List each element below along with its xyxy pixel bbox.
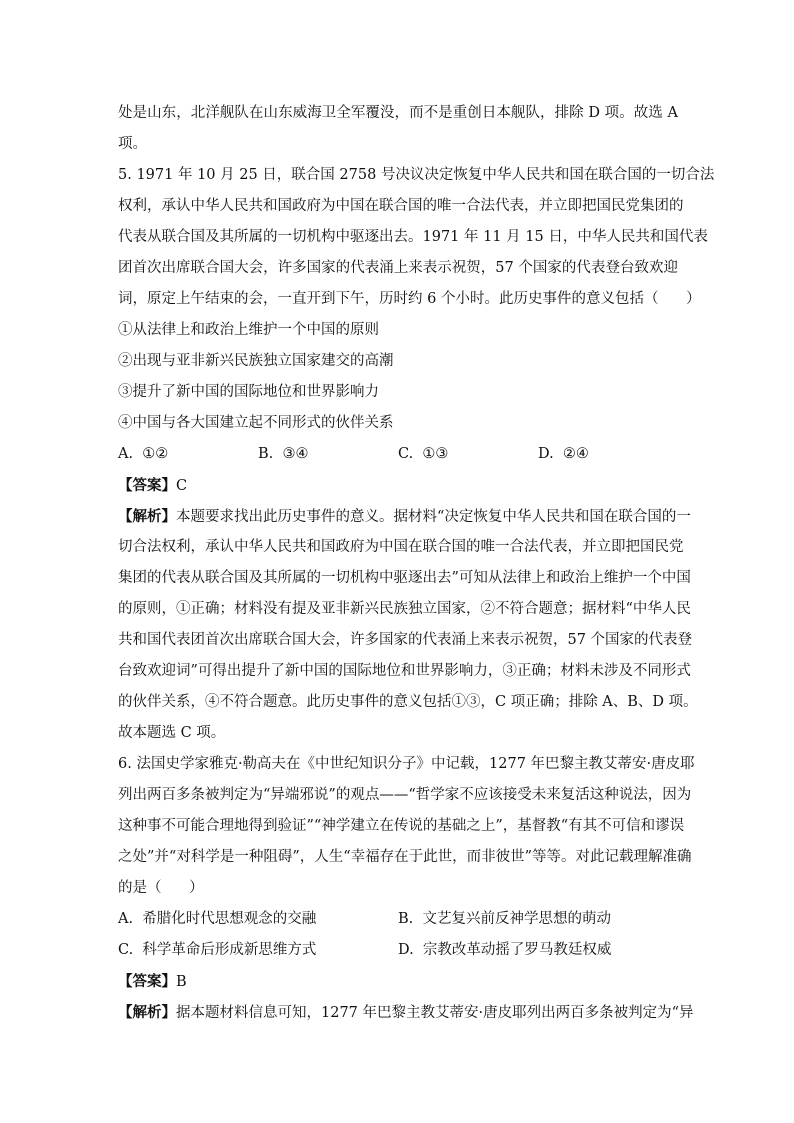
statement-item: ④中国与各大国建立起不同形式的伙伴关系 (118, 415, 394, 431)
analysis-label: 【解析】 (118, 508, 176, 525)
analysis-text: 本题要求找出此历史事件的意义。据材料“决定恢复中华人民共和国在联合国的一 (176, 509, 691, 525)
question-stem-line: 词，原定上午结束的会，一直开到下午，历时约 6 个小时。此历史事件的意义包括（ ） (118, 291, 701, 307)
question-stem-line: 权利，承认中华人民共和国政府为中国在联合国的唯一合法代表，并立即把国民党集团的 (118, 198, 684, 214)
statement-item: ③提升了新中国的国际地位和世界影响力 (118, 384, 379, 400)
analysis-line (118, 997, 694, 1028)
analysis-text: 据本题材料信息可知，1277 年巴黎主教艾蒂安·唐皮耶列出两百多条被判定为“异 (176, 1005, 694, 1021)
analysis-block (118, 501, 698, 749)
analysis-line: 故本题选 C 项。 (118, 725, 226, 741)
answer-line (118, 966, 678, 997)
option-d: D. 宗教改革动摇了罗马教廷权威 (398, 942, 612, 958)
analysis-line: 共和国代表团首次出席联合国大会，许多国家的代表涌上来表示祝贺，57 个国家的代表登 (118, 632, 693, 648)
document-page (118, 98, 715, 1028)
option-b: B. 文艺复兴前反神学思想的萌动 (398, 911, 611, 927)
analysis-line: 集团的代表从联合国及其所属的一切机构中驱逐出去”可知从法律上和政治上维护一个中国 (118, 570, 691, 586)
question-5 (118, 160, 715, 749)
question-stem-line: 这种事不可能合理地得到验证”“神学建立在传说的基础之上”，基督教“有其不可信和谬误 (118, 818, 685, 834)
answer-value: B (176, 974, 187, 990)
analysis-line: 台致欢迎词”可得出提升了新中国的国际地位和世界影响力，③正确；材料未涉及不同形式 (118, 663, 691, 679)
option-a: A. 希腊化时代思想观念的交融 (118, 911, 317, 927)
analysis-line: 切合法权利，承认中华人民共和国政府为中国在联合国的唯一合法代表，并立即把国民党 (118, 539, 684, 555)
option-a: A. ①② (118, 446, 169, 462)
answer-options (118, 904, 678, 935)
question-stem-line: 代表从联合国及其所属的一切机构中驱逐出去。1971 年 11 月 15 日，中华人民共和国代表 (118, 229, 708, 245)
answer-value: C (176, 478, 188, 494)
statement-item: ②出现与亚非新兴民族独立国家建交的高潮 (118, 353, 394, 369)
option-b: B. ③④ (258, 446, 309, 462)
analysis-label: 【解析】 (118, 1004, 176, 1021)
analysis-line: 的原则，①正确；材料没有提及亚非新兴民族独立国家，②不符合题意；据材料“中华人民 (118, 601, 691, 617)
question-stem-line: 列出两百多条被判定为“异端邪说”的观点——“哲学家不应该接受未来复活这种说法，因为 (118, 787, 692, 803)
statement-item: ①从法律上和政治上维护一个中国的原则 (118, 322, 379, 338)
answer-label: 【答案】 (118, 477, 176, 494)
option-c: C. 科学革命后形成新思维方式 (118, 942, 317, 958)
question-stem-line: 的是（ ） (118, 880, 204, 896)
answer-line (118, 470, 678, 501)
question-stem-line: 6. 法国史学家雅克·勒高夫在《中世纪知识分子》中记载，1277 年巴黎主教艾蒂安·唐皮耶 (118, 756, 695, 772)
text-line: 项。 (118, 136, 147, 152)
question-6 (118, 749, 695, 1028)
answer-options (118, 935, 678, 966)
option-c: C. ①③ (398, 446, 449, 462)
previous-analysis (118, 98, 678, 160)
answer-label: 【答案】 (118, 973, 176, 990)
analysis-line (118, 501, 691, 532)
question-stem-line: 团首次出席联合国大会，许多国家的代表涌上来表示祝贺，57 个国家的代表登台致欢迎 (118, 260, 678, 276)
question-stem-line: 之处”并“对科学是一种阻碍”，人生“幸福存在于此世，而非彼世”等等。对此记载理解准确 (118, 849, 692, 865)
answer-options (118, 439, 678, 470)
question-stem-line: 5. 1971 年 10 月 25 日，联合国 2758 号决议决定恢复中华人民共和国在联合国的一切合法 (118, 167, 715, 183)
analysis-line: 的伙伴关系，④不符合题意。此历史事件的意义包括①③，C 项正确；排除 A、B、D 项。 (118, 694, 698, 710)
option-d: D. ②④ (538, 446, 589, 462)
text-line: 处是山东，北洋舰队在山东威海卫全军覆没，而不是重创日本舰队，排除 D 项。故选 A (118, 105, 678, 121)
